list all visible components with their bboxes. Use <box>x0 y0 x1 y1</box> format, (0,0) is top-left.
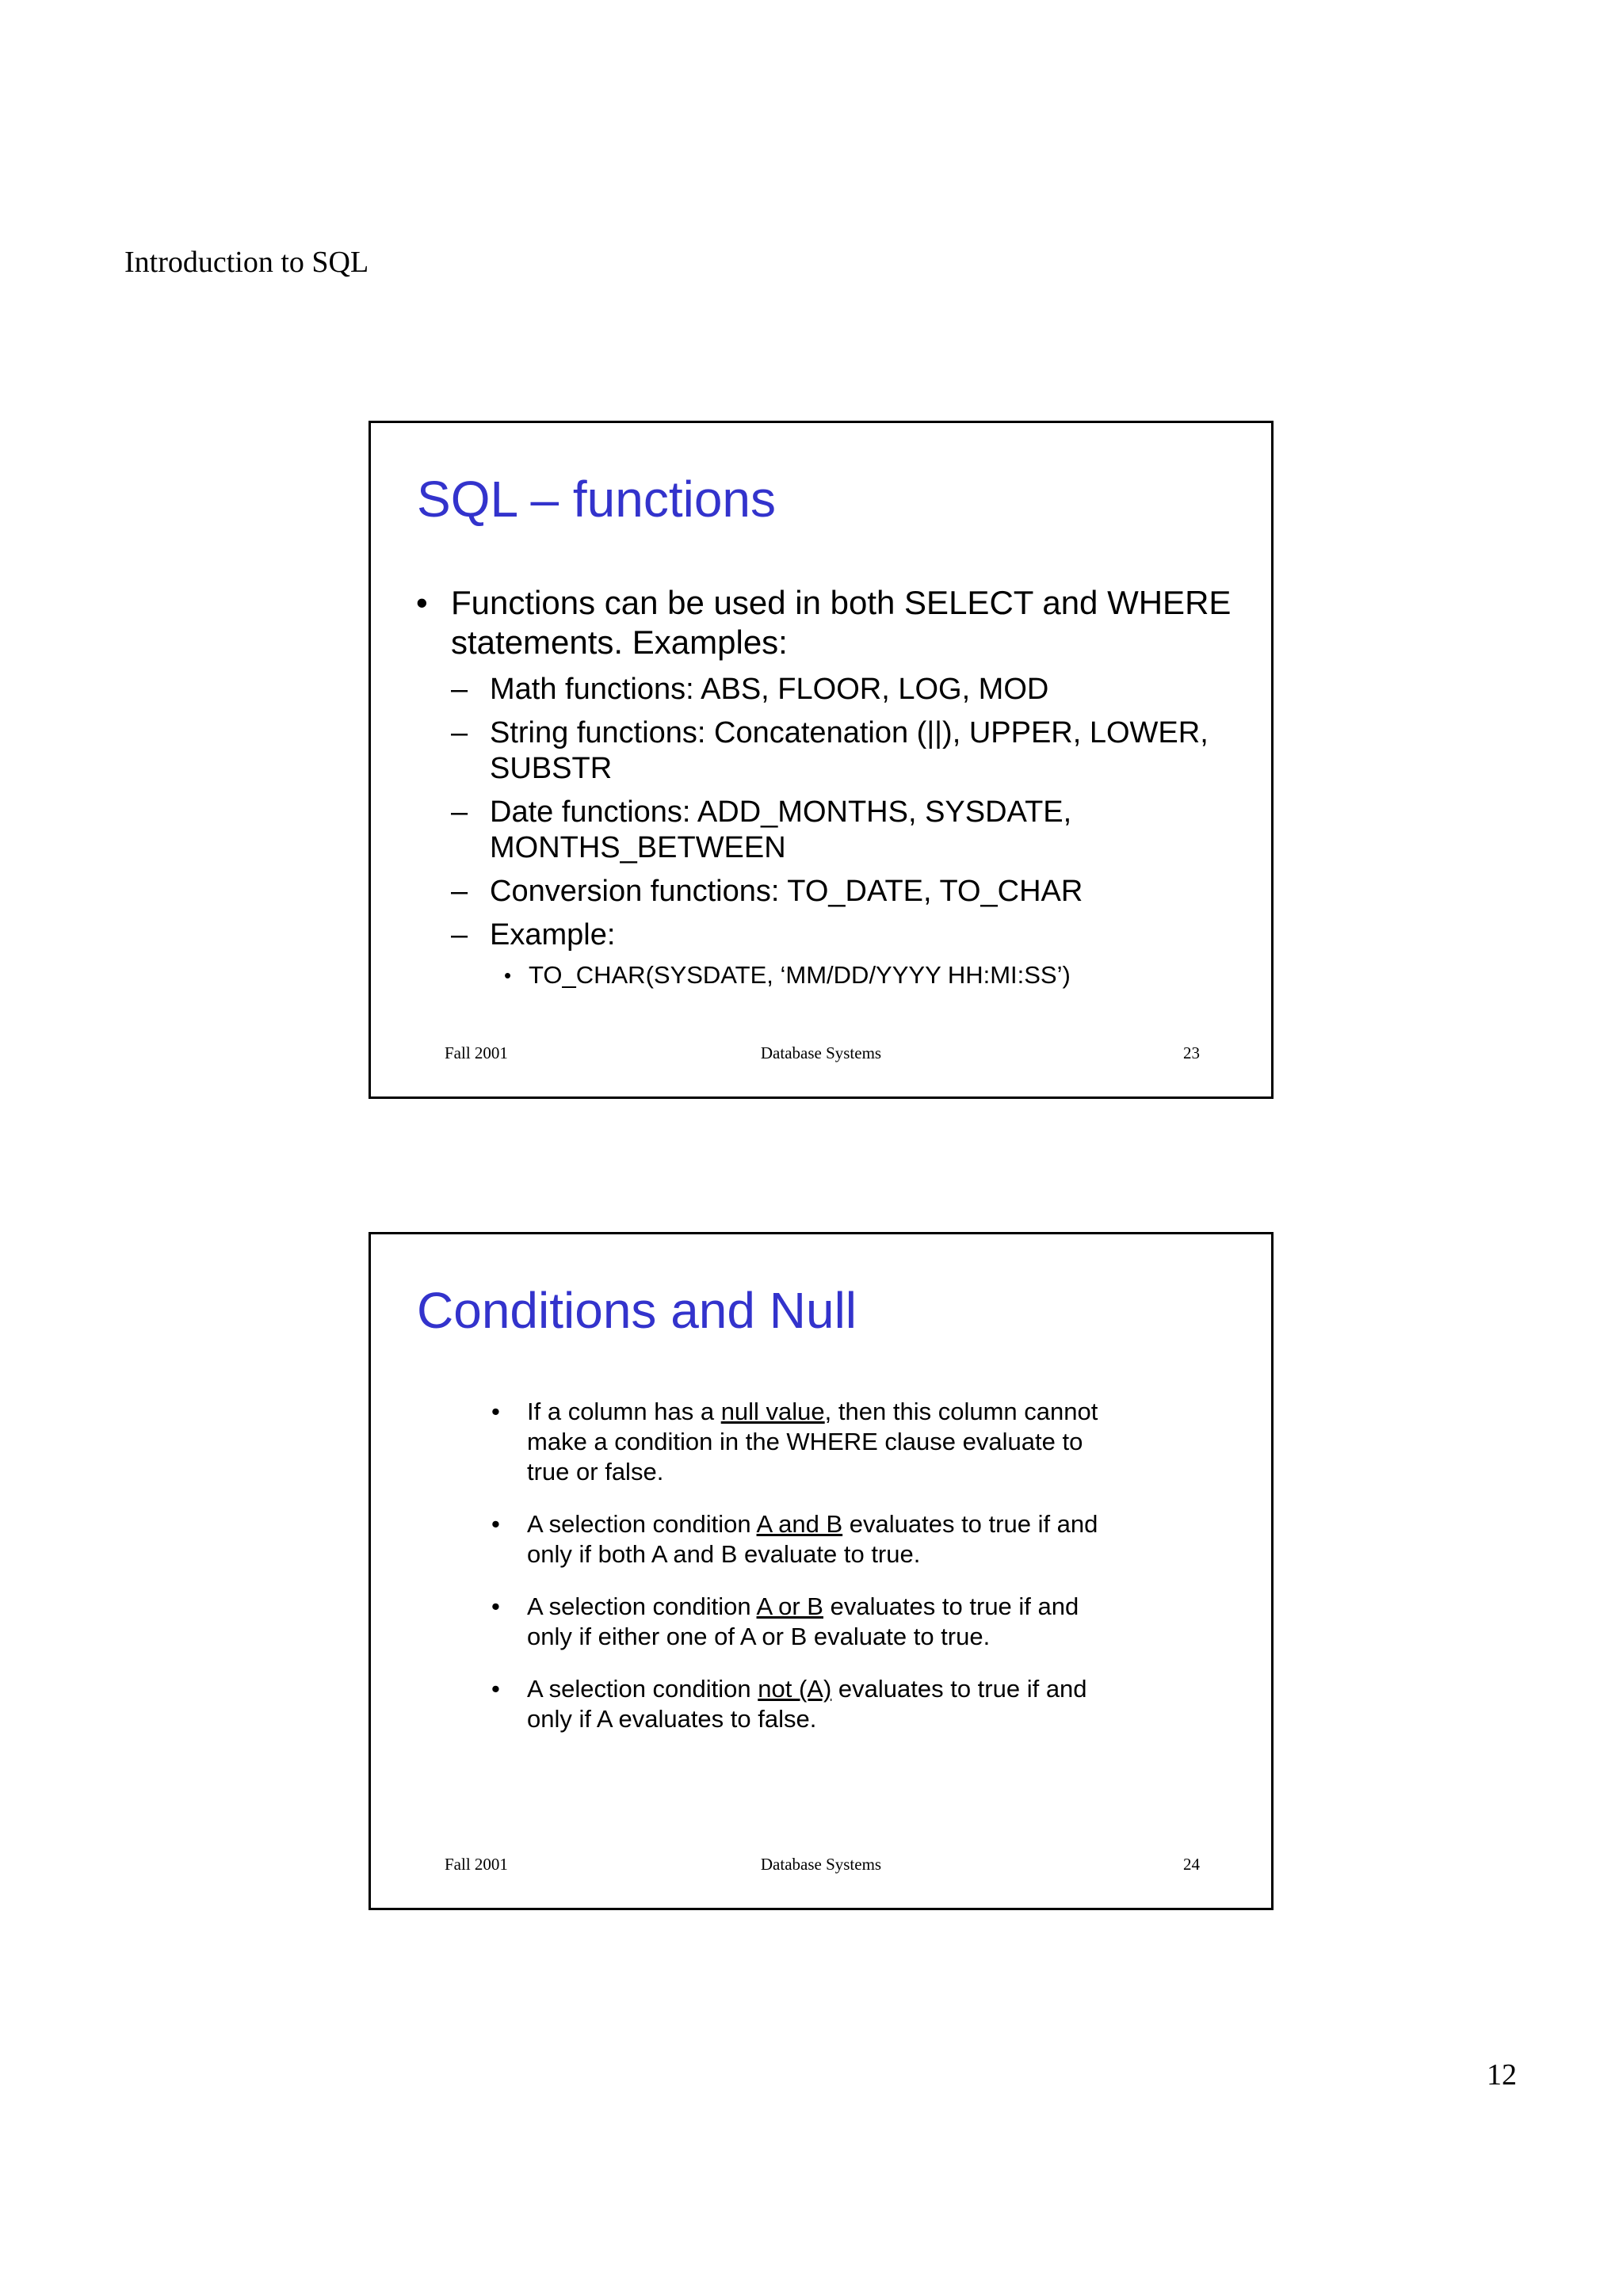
bullet-text-post: evaluates to true if and only if A evaluates to false. <box>527 1675 1087 1733</box>
slide-23 <box>369 421 1274 1099</box>
sub-bullet-text: Math functions: ABS, FLOOR, LOG, MOD <box>490 673 1049 706</box>
page-number: 12 <box>1487 2058 1517 2092</box>
slide-number: 23 <box>1183 1043 1200 1062</box>
bullet-icon: • <box>491 1675 500 1703</box>
bullet-text: Functions can be used in both SELECT and WHERE statements. Examples: <box>451 584 1232 661</box>
bullet-icon: • <box>491 1510 500 1538</box>
slide-title: Conditions and Null <box>417 1282 857 1339</box>
bullet-item <box>371 1397 1271 1487</box>
dash-icon: – <box>451 673 468 706</box>
dash-icon: – <box>451 716 468 749</box>
sub-bullet-item <box>371 917 1271 953</box>
bullet-item <box>371 1592 1271 1652</box>
slide-number: 24 <box>1183 1855 1200 1874</box>
underlined-term: A and B <box>756 1510 843 1538</box>
slide-footer <box>371 1852 1271 1876</box>
slide-title: SQL – functions <box>417 471 776 528</box>
bullet-text-pre: A selection condition <box>527 1592 757 1620</box>
dash-icon: – <box>451 795 468 829</box>
page-header: Introduction to SQL <box>124 246 369 279</box>
slide-footer <box>371 1041 1271 1065</box>
bullet-text-pre: A selection condition <box>527 1510 757 1538</box>
bullet-text-post: , then this column cannot make a condition in the WHERE clause evaluate to true or false. <box>527 1398 1098 1486</box>
bullet-item <box>371 583 1271 662</box>
bullet-text-post: evaluates to true if and only if both A and B evaluate to true. <box>527 1510 1098 1568</box>
sub-bullet-item <box>371 672 1271 707</box>
underlined-term: null value <box>720 1398 825 1425</box>
bullet-item <box>371 1509 1271 1569</box>
bullet-text-pre: If a column has a <box>527 1398 721 1425</box>
bullet-item <box>371 1674 1271 1734</box>
footer-course: Database Systems <box>760 1043 882 1062</box>
bullet-text-pre: A selection condition <box>527 1675 758 1703</box>
bullet-text-post: evaluates to true if and only if either one of A or B evaluate to true. <box>527 1592 1079 1650</box>
bullet-icon: • <box>504 963 512 987</box>
bullet-icon: • <box>416 584 428 621</box>
sub-sub-bullet-item <box>371 959 1271 991</box>
bullet-list <box>371 583 1271 991</box>
underlined-term: not (A) <box>758 1675 832 1703</box>
underlined-term: A or B <box>756 1592 823 1620</box>
footer-date: Fall 2001 <box>445 1043 508 1062</box>
sub-bullet-text: Date functions: ADD_MONTHS, SYSDATE, MONTHS_BETWEEN <box>490 795 1072 864</box>
bullet-list <box>371 1397 1271 1756</box>
slide-24 <box>369 1232 1274 1910</box>
sub-bullet-item <box>371 795 1271 866</box>
sub-bullet-item <box>371 874 1271 910</box>
sub-bullet-text: Example: <box>490 918 616 952</box>
sub-bullet-text: String functions: Concatenation (||), UPPER, LOWER, SUBSTR <box>490 716 1209 785</box>
footer-course: Database Systems <box>760 1855 882 1874</box>
code-example-text: TO_CHAR(SYSDATE, ‘MM/DD/YYYY HH:MI:SS’) <box>529 961 1071 989</box>
dash-icon: – <box>451 875 468 908</box>
bullet-icon: • <box>491 1592 500 1620</box>
sub-bullet-text: Conversion functions: TO_DATE, TO_CHAR <box>490 875 1083 908</box>
bullet-icon: • <box>491 1398 500 1425</box>
dash-icon: – <box>451 918 468 952</box>
footer-date: Fall 2001 <box>445 1855 508 1874</box>
sub-bullet-item <box>371 715 1271 787</box>
